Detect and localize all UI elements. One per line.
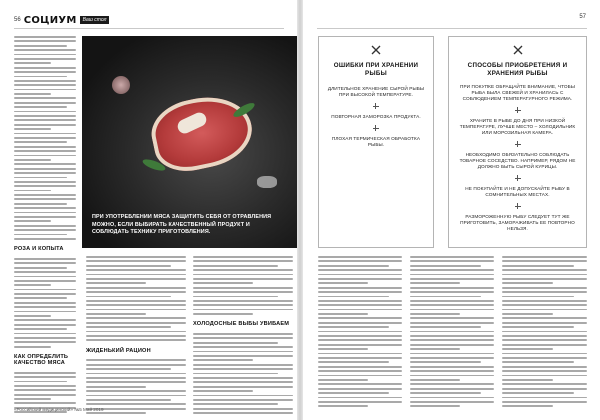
right-text-column-1 — [318, 256, 402, 407]
fish-methods-title: СПОСОБЫ ПРИОБРЕТЕНИЯ И ХРАНЕНИЯ РЫБЫ — [467, 62, 568, 77]
subhead-roza: РОЗА И КОПЫТА — [14, 246, 64, 253]
fish-mistake-item: ПЛОХАЯ ТЕРМИЧЕСКАЯ ОБРАБОТКА РЫБЫ. — [331, 136, 421, 147]
fish-methods-box — [448, 36, 587, 248]
right-text-column-2 — [410, 256, 494, 407]
plus-divider-icon — [515, 203, 521, 209]
left-text-column — [14, 36, 76, 413]
fish-mistakes-title: ОШИБКИ ПРИ ХРАНЕНИИ РЫБЫ — [333, 62, 419, 77]
plus-divider-icon — [515, 175, 521, 181]
cross-icon — [370, 44, 382, 56]
left-header-rule — [14, 28, 284, 29]
plus-divider-icon — [515, 107, 521, 113]
steak-photo — [82, 36, 297, 248]
subhead-ration: ЖИДЕНЬКИЙ РАЦИОН — [86, 347, 151, 354]
left-page — [0, 0, 297, 420]
plus-divider-icon — [373, 125, 379, 131]
left-header — [14, 14, 284, 26]
subhead-quality: КАК ОПРЕДЕЛИТЬ КАЧЕСТВО МЯСА — [14, 354, 69, 367]
left-page-number: 56 — [14, 17, 21, 23]
fish-mistakes-box — [318, 36, 434, 248]
right-page-number: 57 — [579, 14, 586, 20]
fish-mistake-item: ПОВТОРНАЯ ЗАМОРОЗКА ПРОДУКТА. — [331, 114, 421, 119]
salt-image — [257, 176, 277, 188]
fish-method-item: ХРАНИТЕ В РЫБЕ ДО ДНЯ ПРИ НИЗКОЙ ТЕМПЕРАТУРЕ, ЛУЧШЕ МЕСТО – ХОЛОДИЛЬНИК ИЛИ МОРОЗИЛЬНАЯ КАМЕРА. — [459, 118, 576, 135]
cross-icon — [512, 44, 524, 56]
pepper-image — [112, 76, 130, 94]
fish-method-item: ПРИ ПОКУПКЕ ОБРАЩАЙТЕ ВНИМАНИЕ, ЧТОБЫ РЫБА БЫЛА СВЕЖЕЙ И ХРАНИЛАСЬ С СОБЛЮДЕНИЕМ ТЕМПЕРАТУРНОГО РЕЖИМА. — [459, 84, 576, 101]
brand-logo: СОЦИУМ — [23, 14, 77, 26]
plus-divider-icon — [373, 103, 379, 109]
fish-method-item: РАЗМОРОЖЕННУЮ РЫБУ СЛЕДУЕТ ТУТ ЖЕ ПРИГОТОВИТЬ, ЗАМОРАЖИВАТЬ ЕЕ ПОВТОРНО НЕЛЬЗЯ. — [460, 214, 575, 231]
right-header — [316, 14, 586, 26]
lower-text-column-1 — [86, 256, 186, 414]
section-tag: Ваш стол — [80, 16, 110, 24]
plus-divider-icon — [515, 141, 521, 147]
fish-method-item: НЕОБХОДИМО ОБЯЗАТЕЛЬНО СОБЛЮДАТЬ ТОВАРНОЕ СОСЕДСТВО. НАПРИМЕР, РЯДОМ НЕ ДОЛЖНО БЫТЬ СЫРОЙ КУРИЦЫ. — [459, 152, 576, 169]
footer-credit: «Российский медицинский» №5 Май 2019 — [14, 407, 104, 412]
photo-caption: ПРИ УПОТРЕБЛЕНИИ МЯСА ЗАЩИТИТЬ СЕБЯ ОТ ОТРАВЛЕНИЯ МОЖНО, ЕСЛИ ВЫБИРАТЬ КАЧЕСТВЕННЫЙ ПРОДУКТ И СОБЛЮДАТЬ ТЕХНИКУ ПРИГОТОВЛЕНИЯ. — [92, 214, 272, 235]
right-text-column-3 — [502, 256, 587, 407]
right-header-rule — [317, 28, 587, 29]
fish-method-item: НЕ ПОКУПАЙТЕ И НЕ ДОПУСКАЙТЕ РЫБУ В СОМНИТЕЛЬНЫХ МЕСТАХ. — [465, 186, 570, 197]
subhead-fish: ХОЛОДОСНЫЕ ВЫБЫ УВИБАЕМ — [193, 321, 290, 328]
lower-text-column-2 — [193, 256, 293, 414]
fish-mistake-item: ДЛИТЕЛЬНОЕ ХРАНЕНИЕ СЫРОЙ РЫБЫ ПРИ ВЫСОКОЙ ТЕМПЕРАТУРЕ. — [327, 86, 425, 97]
